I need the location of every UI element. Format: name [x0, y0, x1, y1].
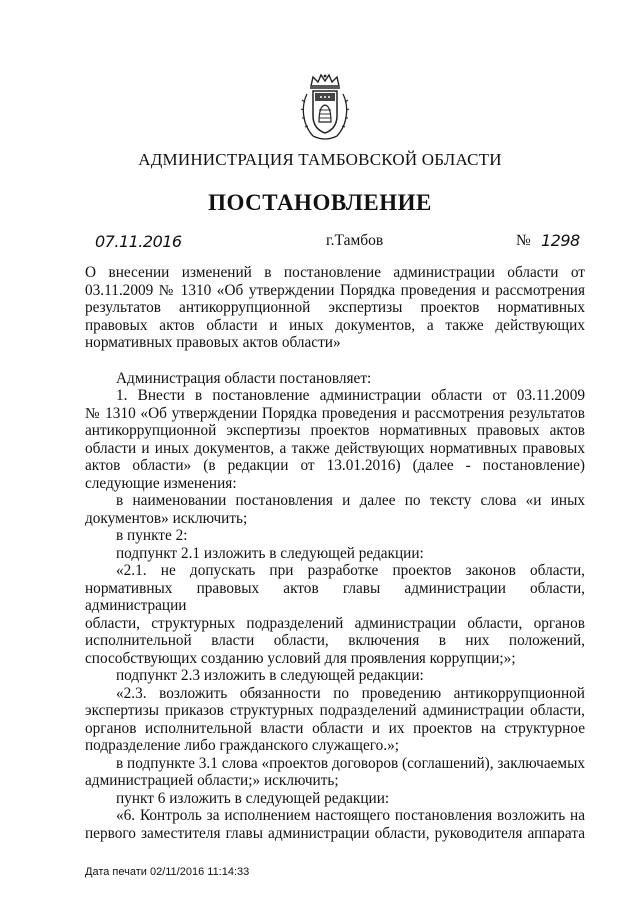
print-date-footer: Дата печати 02/11/2016 11:14:33 [85, 866, 250, 878]
body-line: «6. Контроль за исполнением настоящего постановления возложить на [116, 807, 585, 824]
resolution-title [85, 264, 585, 352]
title-line: правовых актов области и иных документов, а также действующих [85, 316, 585, 334]
preamble: Администрация области постановляет: [116, 369, 372, 387]
document-type-title: ПОСТАНОВЛЕНИЕ [208, 190, 432, 215]
document-number: 1298 [541, 231, 580, 250]
organization-name: АДМИНИСТРАЦИЯ ТАМБОВСКОЙ ОБЛАСТИ [138, 150, 502, 169]
document-number-label: № [516, 232, 531, 249]
document-body [85, 264, 585, 842]
title-line: 03.11.2009 № 1310 «Об утверждении Порядка проведения и рассмотрения [85, 281, 585, 299]
body-line: области, структурных подразделений администрации области, органов [85, 614, 585, 632]
body-line: следующие изменения: [85, 474, 237, 492]
title-line: нормативных правовых актов области» [85, 334, 341, 351]
body-line: антикоррупционной экспертизы проектов нормативных правовых актов [85, 422, 585, 439]
body-line: 1. Внести в постановление администрации области от 03.11.2009 [116, 387, 585, 404]
title-line: результатов антикоррупционной экспертизы проектов нормативных [85, 299, 585, 316]
body-line: области и иных документов, а также действующих нормативных правовых [85, 439, 585, 457]
body-line: первого заместителя главы администрации области, руководителя аппарата [85, 824, 585, 842]
body-line: документов» исключить; [85, 509, 248, 527]
title-line: О внесении изменений в постановление администрации области от [85, 264, 585, 281]
body-line: актов области» (в редакции от 13.01.2016) (далее - постановление) [85, 457, 585, 474]
body-line: пункт 6 изложить в следующей редакции: [116, 789, 390, 807]
body-line: администрацией области;» исключить; [85, 772, 339, 789]
body-line: «2.1. не допускать при разработке проектов законов области, [116, 562, 585, 579]
body-line: № 1310 «Об утверждении Порядка проведения и рассмотрения результатов [85, 404, 585, 422]
body-line: в подпункте 3.1 слова «проектов договоров (соглашений), заключаемых [116, 754, 585, 772]
resolution-text [85, 387, 585, 842]
body-line: экспертизы приказов структурных подразделений администрации области, [85, 702, 585, 719]
coat-of-arms-emblem [299, 72, 351, 144]
document-city: г.Тамбов [326, 232, 384, 249]
document-date: 07.11.2016 [95, 232, 182, 251]
body-line: нормативных правовых актов главы администрации области, администрации [85, 579, 585, 614]
body-line: в наименовании постановления и далее по тексту слова «и иных [116, 492, 585, 509]
body-line: исполнительной власти области, включения в них положений, [85, 632, 585, 649]
body-line: подразделение либо гражданского служащего.»; [85, 737, 399, 754]
body-line: в пункте 2: [116, 527, 188, 544]
body-line: способствующих созданию условий для проявления коррупции;»; [85, 649, 516, 667]
body-line: подпункт 2.1 изложить в следующей редакции: [116, 544, 424, 562]
body-line: органов исполнительной власти области и их проектов на структурное [85, 719, 585, 737]
body-line: «2.3. возложить обязанности по проведению антикоррупционной [116, 684, 585, 702]
body-line: подпункт 2.3 изложить в следующей редакции: [116, 667, 424, 684]
